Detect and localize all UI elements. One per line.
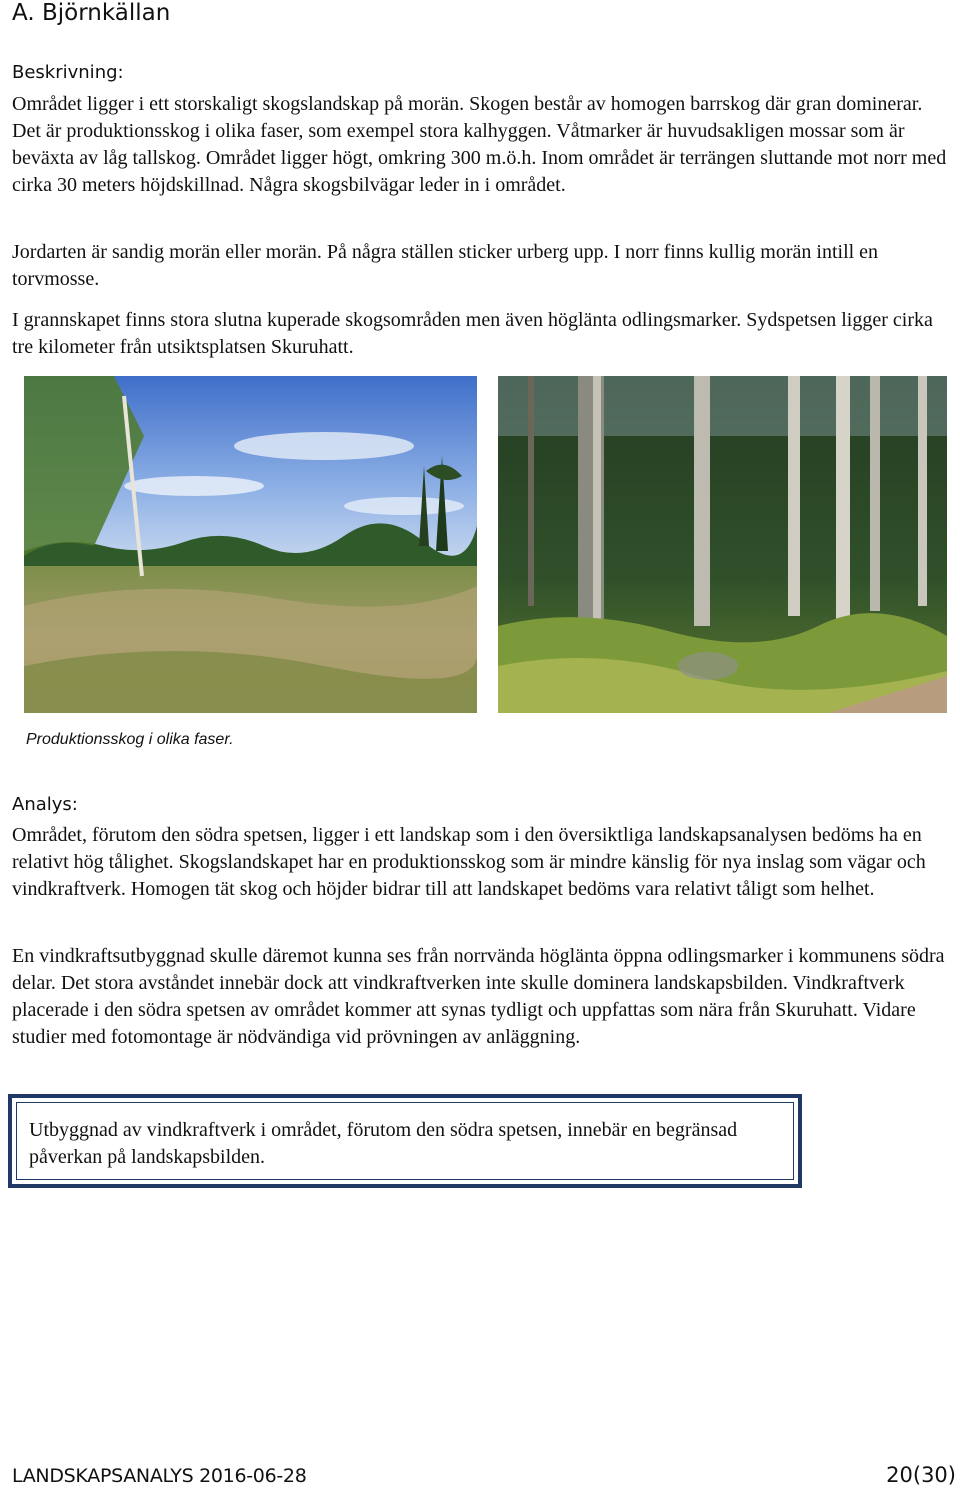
description-paragraph-3: I grannskapet finns stora slutna kuperade skogsområden men även högläntа odlingsmarker. Sydspetsen ligger cirka tre kilometer från utsiktsplatsen Skuruhatt. xyxy=(12,309,933,358)
footer-page-number: 20(30) xyxy=(886,1463,956,1487)
conclusion-box xyxy=(8,1094,802,1188)
spruce-forest-photo xyxy=(498,376,947,713)
analysis-label: Analys: xyxy=(12,794,78,815)
analysis-paragraph-1: Området, förutom den södra spetsen, ligger i ett landskap som i den översiktliga landskapsanalysen bedöms ha en relativt hög tålighet. Skogslandskapet har en produktionsskog som är mindre känslig för nya inslag som vägar och vindkraftverk. Homogen tät skog och höjder bidrar till att landskapet bedöms vara relativt tåligt som helhet. xyxy=(12,824,926,900)
page-heading: A. Björnkällan xyxy=(12,0,171,26)
conclusion-text: Utbyggnad av vindkraftverk i området, förutom den södra spetsen, innebär en begränsad påverkan på landskapsbilden. xyxy=(29,1119,738,1168)
description-label: Beskrivning: xyxy=(12,62,124,83)
description-paragraph-1: Området ligger i ett storskaligt skogslandskap på morän. Skogen består av homogen barrskog där gran dominerar. Det är produktionsskog i olika faser, som exempel stora kalhyggen. Våtmarker är huvudsakligen mossar som är beväxta av låg tallskog. Området ligger högt, omkring 300 m.ö.h. Inom området är terrängen sluttande mot norr med cirka 30 meters höjdskillnad. Några skogsbilvägar leder in i området. xyxy=(12,93,947,196)
analysis-paragraph-2: En vindkraftsutbyggnad skulle däremot kunna ses från norrvända högläntа öppna odlingsmarker i kommunens södra delar. Det stora avståndet innebär dock att vindkraftverken inte skulle dominera landskapsbilden. Vindkraftverk placerade i den södra spetsen av området kommer att synas tydligt och uppfattas som nära från Skuruhatt. Vidare studier med fotomontage är nödvändiga vid prövningen av anläggning. xyxy=(12,945,945,1048)
clearcut-landscape-photo xyxy=(24,376,477,713)
description-paragraph-2: Jordarten är sandig morän eller morän. På några ställen sticker urberg upp. I norr finns kullig morän intill en torvmosse. xyxy=(12,241,879,290)
footer-document-title: LANDSKAPSANALYS 2016-06-28 xyxy=(12,1465,307,1487)
photo-caption: Produktionsskog i olika faser. xyxy=(26,731,234,748)
conclusion-inner-frame xyxy=(16,1102,794,1180)
